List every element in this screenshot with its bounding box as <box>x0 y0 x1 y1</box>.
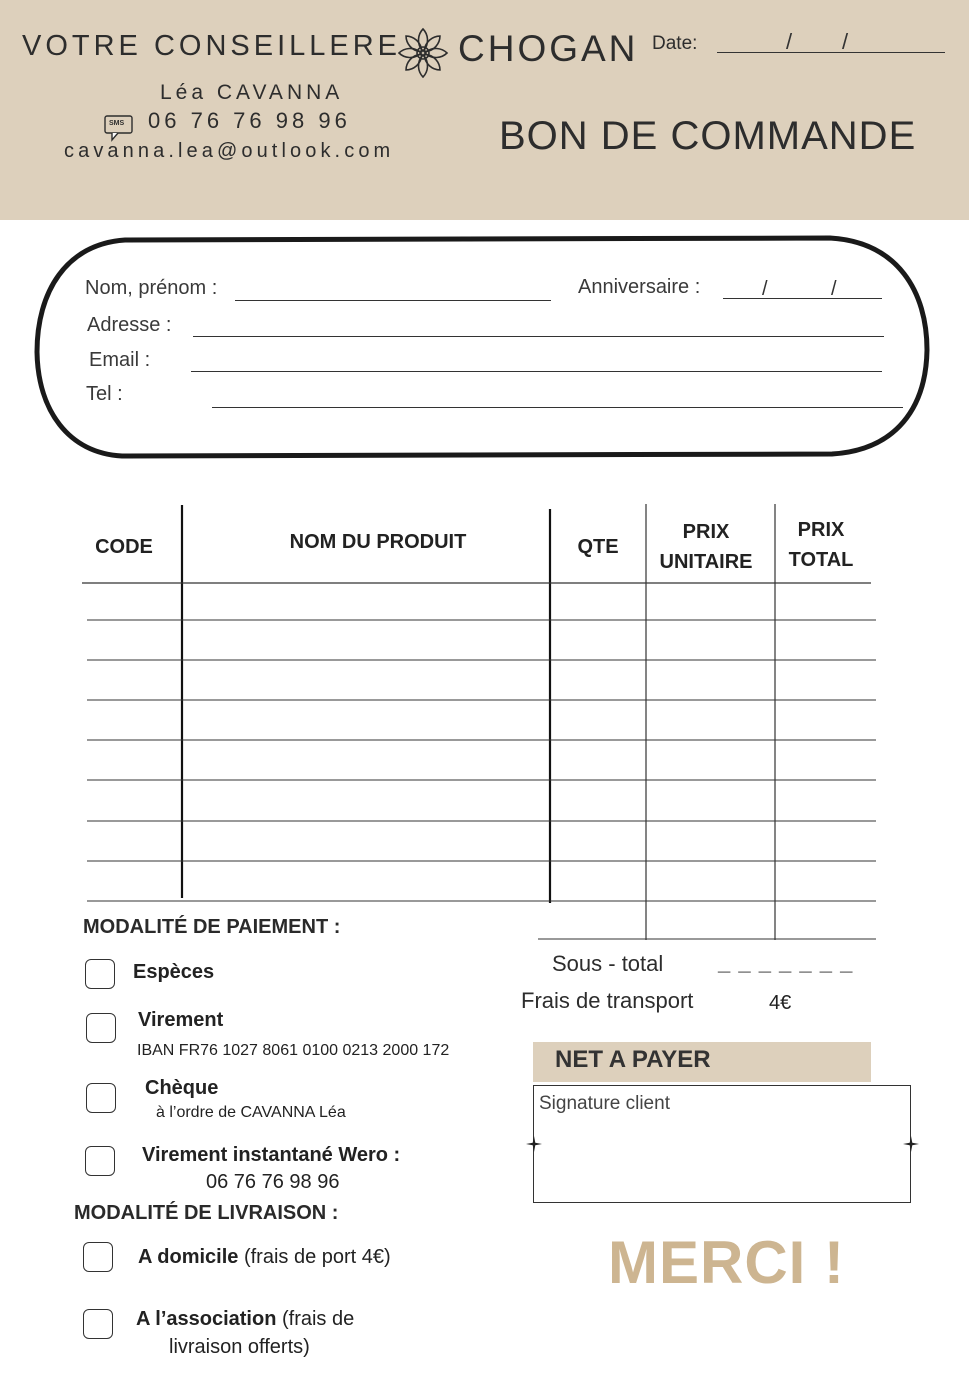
address-label: Adresse : <box>87 314 172 336</box>
email-label: Email : <box>89 349 151 371</box>
association-delivery-note: (frais de <box>281 1308 355 1330</box>
signature-label: Signature client <box>539 1093 670 1114</box>
col-header-total-price-line1: PRIX <box>797 519 845 541</box>
consultant-phone: 06 76 76 98 96 <box>148 108 351 133</box>
shipping-label: Frais de transport <box>521 988 694 1013</box>
col-header-unit-price <box>648 517 764 577</box>
consultant-email: cavanna.lea@outlook.com <box>64 140 395 162</box>
sms-badge-label: SMS <box>109 120 125 127</box>
wero-label: Virement instantané Wero : <box>142 1144 401 1166</box>
home-delivery-label: A domicile <box>138 1246 239 1268</box>
wero-checkbox[interactable] <box>85 1146 115 1176</box>
tel-label: Tel : <box>86 383 123 405</box>
home-delivery-checkbox[interactable] <box>83 1242 113 1272</box>
col-header-total-price <box>777 515 865 575</box>
date-separator: / <box>842 29 849 54</box>
col-header-code: CODE <box>95 536 153 558</box>
name-label: Nom, prénom : <box>85 277 218 299</box>
date-separator: / <box>786 29 793 54</box>
birthday-separator: / <box>762 278 768 300</box>
col-header-total-price-line2: TOTAL <box>788 549 854 571</box>
transfer-label: Virement <box>138 1009 224 1031</box>
thank-you-text: MERCI ! <box>608 1229 845 1296</box>
net-to-pay-label: NET A PAYER <box>555 1046 711 1073</box>
wero-phone: 06 76 76 98 96 <box>206 1171 340 1193</box>
home-delivery-note: (frais de port 4€) <box>243 1246 391 1268</box>
association-delivery-label: A l’association <box>136 1308 277 1330</box>
subtotal-label: Sous - total <box>552 951 664 976</box>
consultant-title: VOTRE CONSEILLERE <box>22 30 402 62</box>
shipping-value: 4€ <box>769 992 792 1014</box>
birthday-separator: / <box>831 278 837 300</box>
iban-text: IBAN FR76 1027 8061 0100 0213 2000 172 <box>137 1042 450 1059</box>
document-title: BON DE COMMANDE <box>499 114 917 158</box>
subtotal-value: _ _ _ _ _ _ _ <box>718 950 854 975</box>
association-delivery-note-line2: livraison offerts) <box>169 1336 310 1358</box>
birthday-label: Anniversaire : <box>578 276 701 298</box>
delivery-section-title: MODALITÉ DE LIVRAISON : <box>74 1202 339 1224</box>
col-header-unit-price-line1: PRIX <box>682 521 730 543</box>
sparkle-icon <box>526 1136 542 1152</box>
cheque-checkbox[interactable] <box>86 1083 116 1113</box>
association-delivery-checkbox[interactable] <box>83 1309 113 1339</box>
sparkle-icon <box>903 1136 919 1152</box>
col-header-qty: QTE <box>577 536 619 558</box>
cheque-label: Chèque <box>145 1077 219 1099</box>
transfer-checkbox[interactable] <box>86 1013 116 1043</box>
cash-label: Espèces <box>133 961 215 983</box>
col-header-unit-price-line2: UNITAIRE <box>659 551 753 573</box>
date-label: Date: <box>652 33 698 54</box>
col-header-product: NOM DU PRODUIT <box>289 531 467 553</box>
association-delivery-option <box>136 1308 354 1331</box>
brand-name: CHOGAN <box>458 28 639 69</box>
payment-section-title: MODALITÉ DE PAIEMENT : <box>83 916 341 938</box>
consultant-name: Léa CAVANNA <box>160 81 344 104</box>
home-delivery-option <box>138 1246 391 1269</box>
cheque-note: à l’ordre de CAVANNA Léa <box>156 1104 346 1121</box>
cash-checkbox[interactable] <box>85 959 115 989</box>
